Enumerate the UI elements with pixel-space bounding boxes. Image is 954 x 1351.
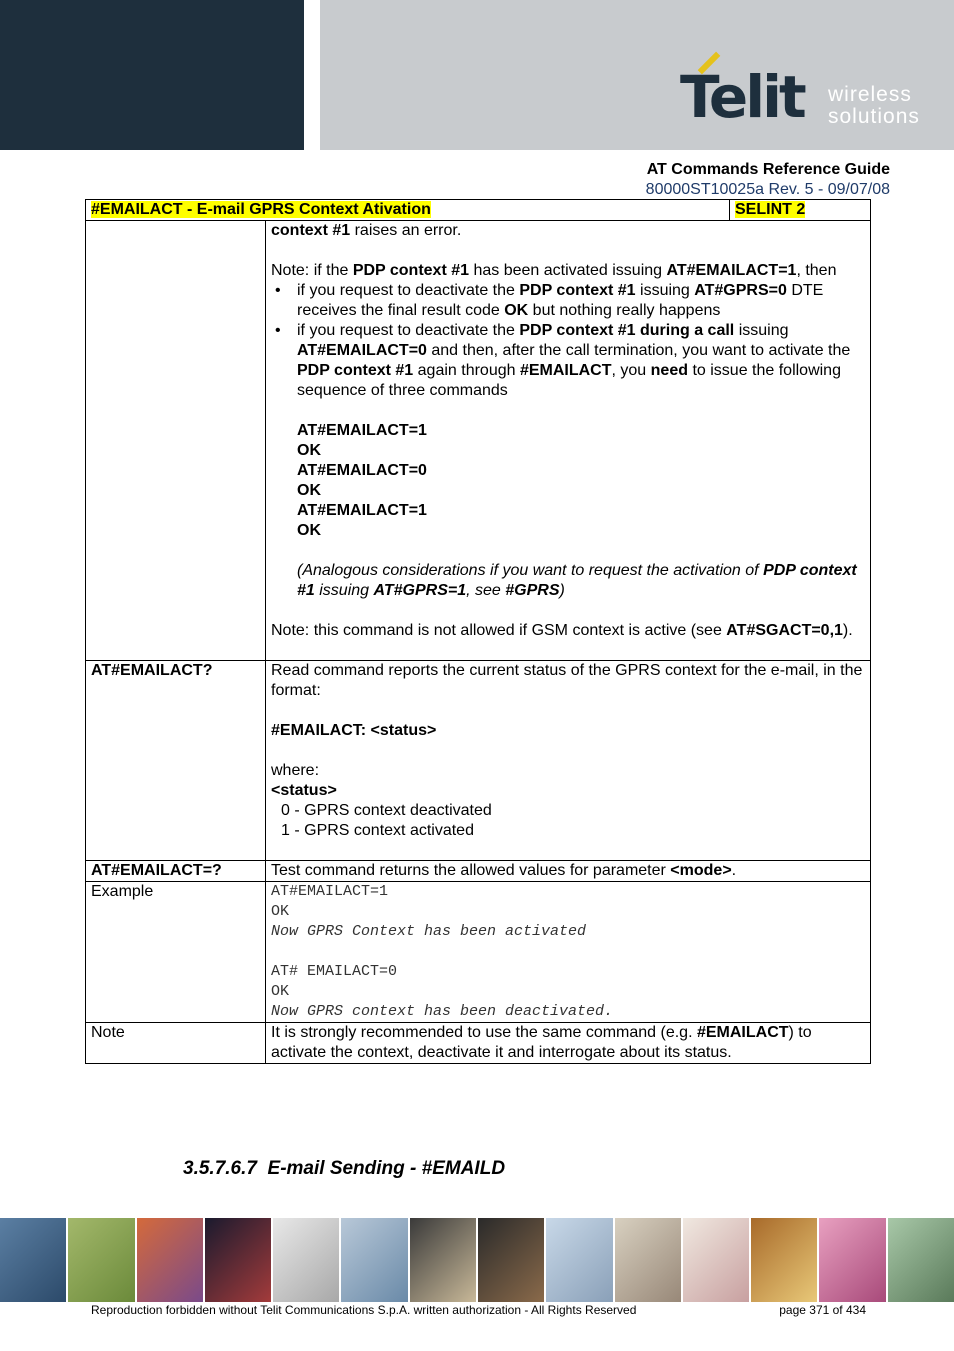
photo-tile: [341, 1218, 407, 1302]
example-label: Example: [86, 882, 266, 1023]
note-context-active: Note: if the PDP context #1 has been activated issuing AT#EMAILACT=1, then: [271, 262, 837, 279]
photo-tile: [888, 1218, 954, 1302]
photo-tile: [478, 1218, 544, 1302]
analogous-note: (Analogous considerations if you want to request the activation of PDP context #1 issuing AT#GPRS=1, see #GPRS): [297, 562, 857, 599]
guide-title: AT Commands Reference Guide: [646, 161, 890, 178]
read-description: Read command reports the current status of the GPRS context for the e-mail, in the format:: [271, 662, 863, 699]
note-label: Note: [86, 1023, 266, 1064]
doc-reference: 80000ST10025a Rev. 5 - 09/07/08: [645, 181, 890, 198]
set-notes-row: [86, 221, 871, 661]
read-format: #EMAILACT: <status>: [271, 722, 437, 739]
logo-tagline: wireless solutions: [828, 83, 920, 128]
header-dark-panel: [0, 0, 304, 150]
command-sequence: AT#EMAILACT=1 OK AT#EMAILACT=0 OK AT#EMAILACT=1 OK: [297, 422, 427, 539]
footer-photo-strip: [0, 1218, 954, 1302]
table-title: #EMAILACT - E-mail GPRS Context Ativation: [91, 201, 431, 218]
test-command: AT#EMAILACT=?: [91, 862, 222, 879]
photo-tile: [0, 1218, 66, 1302]
logo-wordmark: Telit: [680, 63, 804, 131]
read-command-row: AT#EMAILACT? Read command reports the current status of the GPRS context for the e-mail, in the format: #EMAILACT: <status> where: <status> 0 - GPRS context deactivated 1 - GPRS context activated: [86, 661, 871, 861]
section-heading: 3.5.7.6.7 E-mail Sending - #EMAILD: [183, 1158, 506, 1179]
photo-tile: [615, 1218, 681, 1302]
table-header-row: [86, 200, 871, 221]
photo-tile: [751, 1218, 817, 1302]
example-row: [86, 882, 871, 1023]
param-status: <status>: [271, 782, 337, 799]
photo-tile: [819, 1218, 885, 1302]
example-code: AT#EMAILACT=1 OK Now GPRS Context has been activated AT# EMAILACT=0 OK Now GPRS context has been deactivated.: [266, 882, 871, 1023]
set-notes-cell: context #1 raises an error. Note: if the PDP context #1 has been activated issuing AT#EMAILACT=1, then • if you request to deactivate the PDP context #1 issuing AT#GPRS=0 DTE receives the final result code OK but nothing really happens • if you request to deactivate the PDP context #1 during a call issuing AT#EMAILACT=0 and then, after the call termination, you want to activate the PDP context #1 again through #EMAILACT, you need to issue the following sequence of three commands AT#EMAILACT=1 OK AT#EMAILACT=0 OK AT#EMAILACT=1 OK (Analogous considerations if you want to request the activation of PDP context #1 issuing AT#GPRS=1, see #GPRS) Note: this command is not allowed if GSM context is active (see AT#SGACT=0,1).: [266, 221, 871, 661]
list-item: • if you request to deactivate the PDP context #1 issuing AT#GPRS=0 DTE receives the final result code OK but nothing really happens: [271, 281, 865, 321]
photo-tile: [273, 1218, 339, 1302]
photo-tile: [68, 1218, 134, 1302]
selint-badge: SELINT 2: [735, 201, 806, 218]
note-text: It is strongly recommended to use the same command (e.g. #EMAILACT) to activate the context, deactivate it and interrogate about its status.: [266, 1023, 871, 1064]
page-number: page 371 of 434: [779, 1303, 866, 1317]
photo-tile: [410, 1218, 476, 1302]
photo-tile: [546, 1218, 612, 1302]
list-item: • if you request to deactivate the PDP context #1 during a call issuing AT#EMAILACT=0 and then, after the call termination, you want to activate the PDP context #1 again through #EMAILACT, you need to issue the following sequence of three commands: [271, 321, 865, 401]
photo-tile: [137, 1218, 203, 1302]
read-command: AT#EMAILACT?: [91, 662, 213, 679]
note-bullets: [271, 281, 865, 401]
photo-tile: [205, 1218, 271, 1302]
photo-tile: [683, 1218, 749, 1302]
command-table: [85, 199, 871, 1064]
copyright-notice: Reproduction forbidden without Telit Communications S.p.A. written authorization - All Rights Reserved: [91, 1303, 637, 1317]
test-command-row: AT#EMAILACT=? Test command returns the allowed values for parameter <mode>.: [86, 861, 871, 882]
document-title: [646, 160, 890, 200]
note-row: [86, 1023, 871, 1064]
telit-logo: [676, 50, 936, 134]
gsm-context-note: Note: this command is not allowed if GSM context is active (see AT#SGACT=0,1).: [271, 622, 853, 639]
